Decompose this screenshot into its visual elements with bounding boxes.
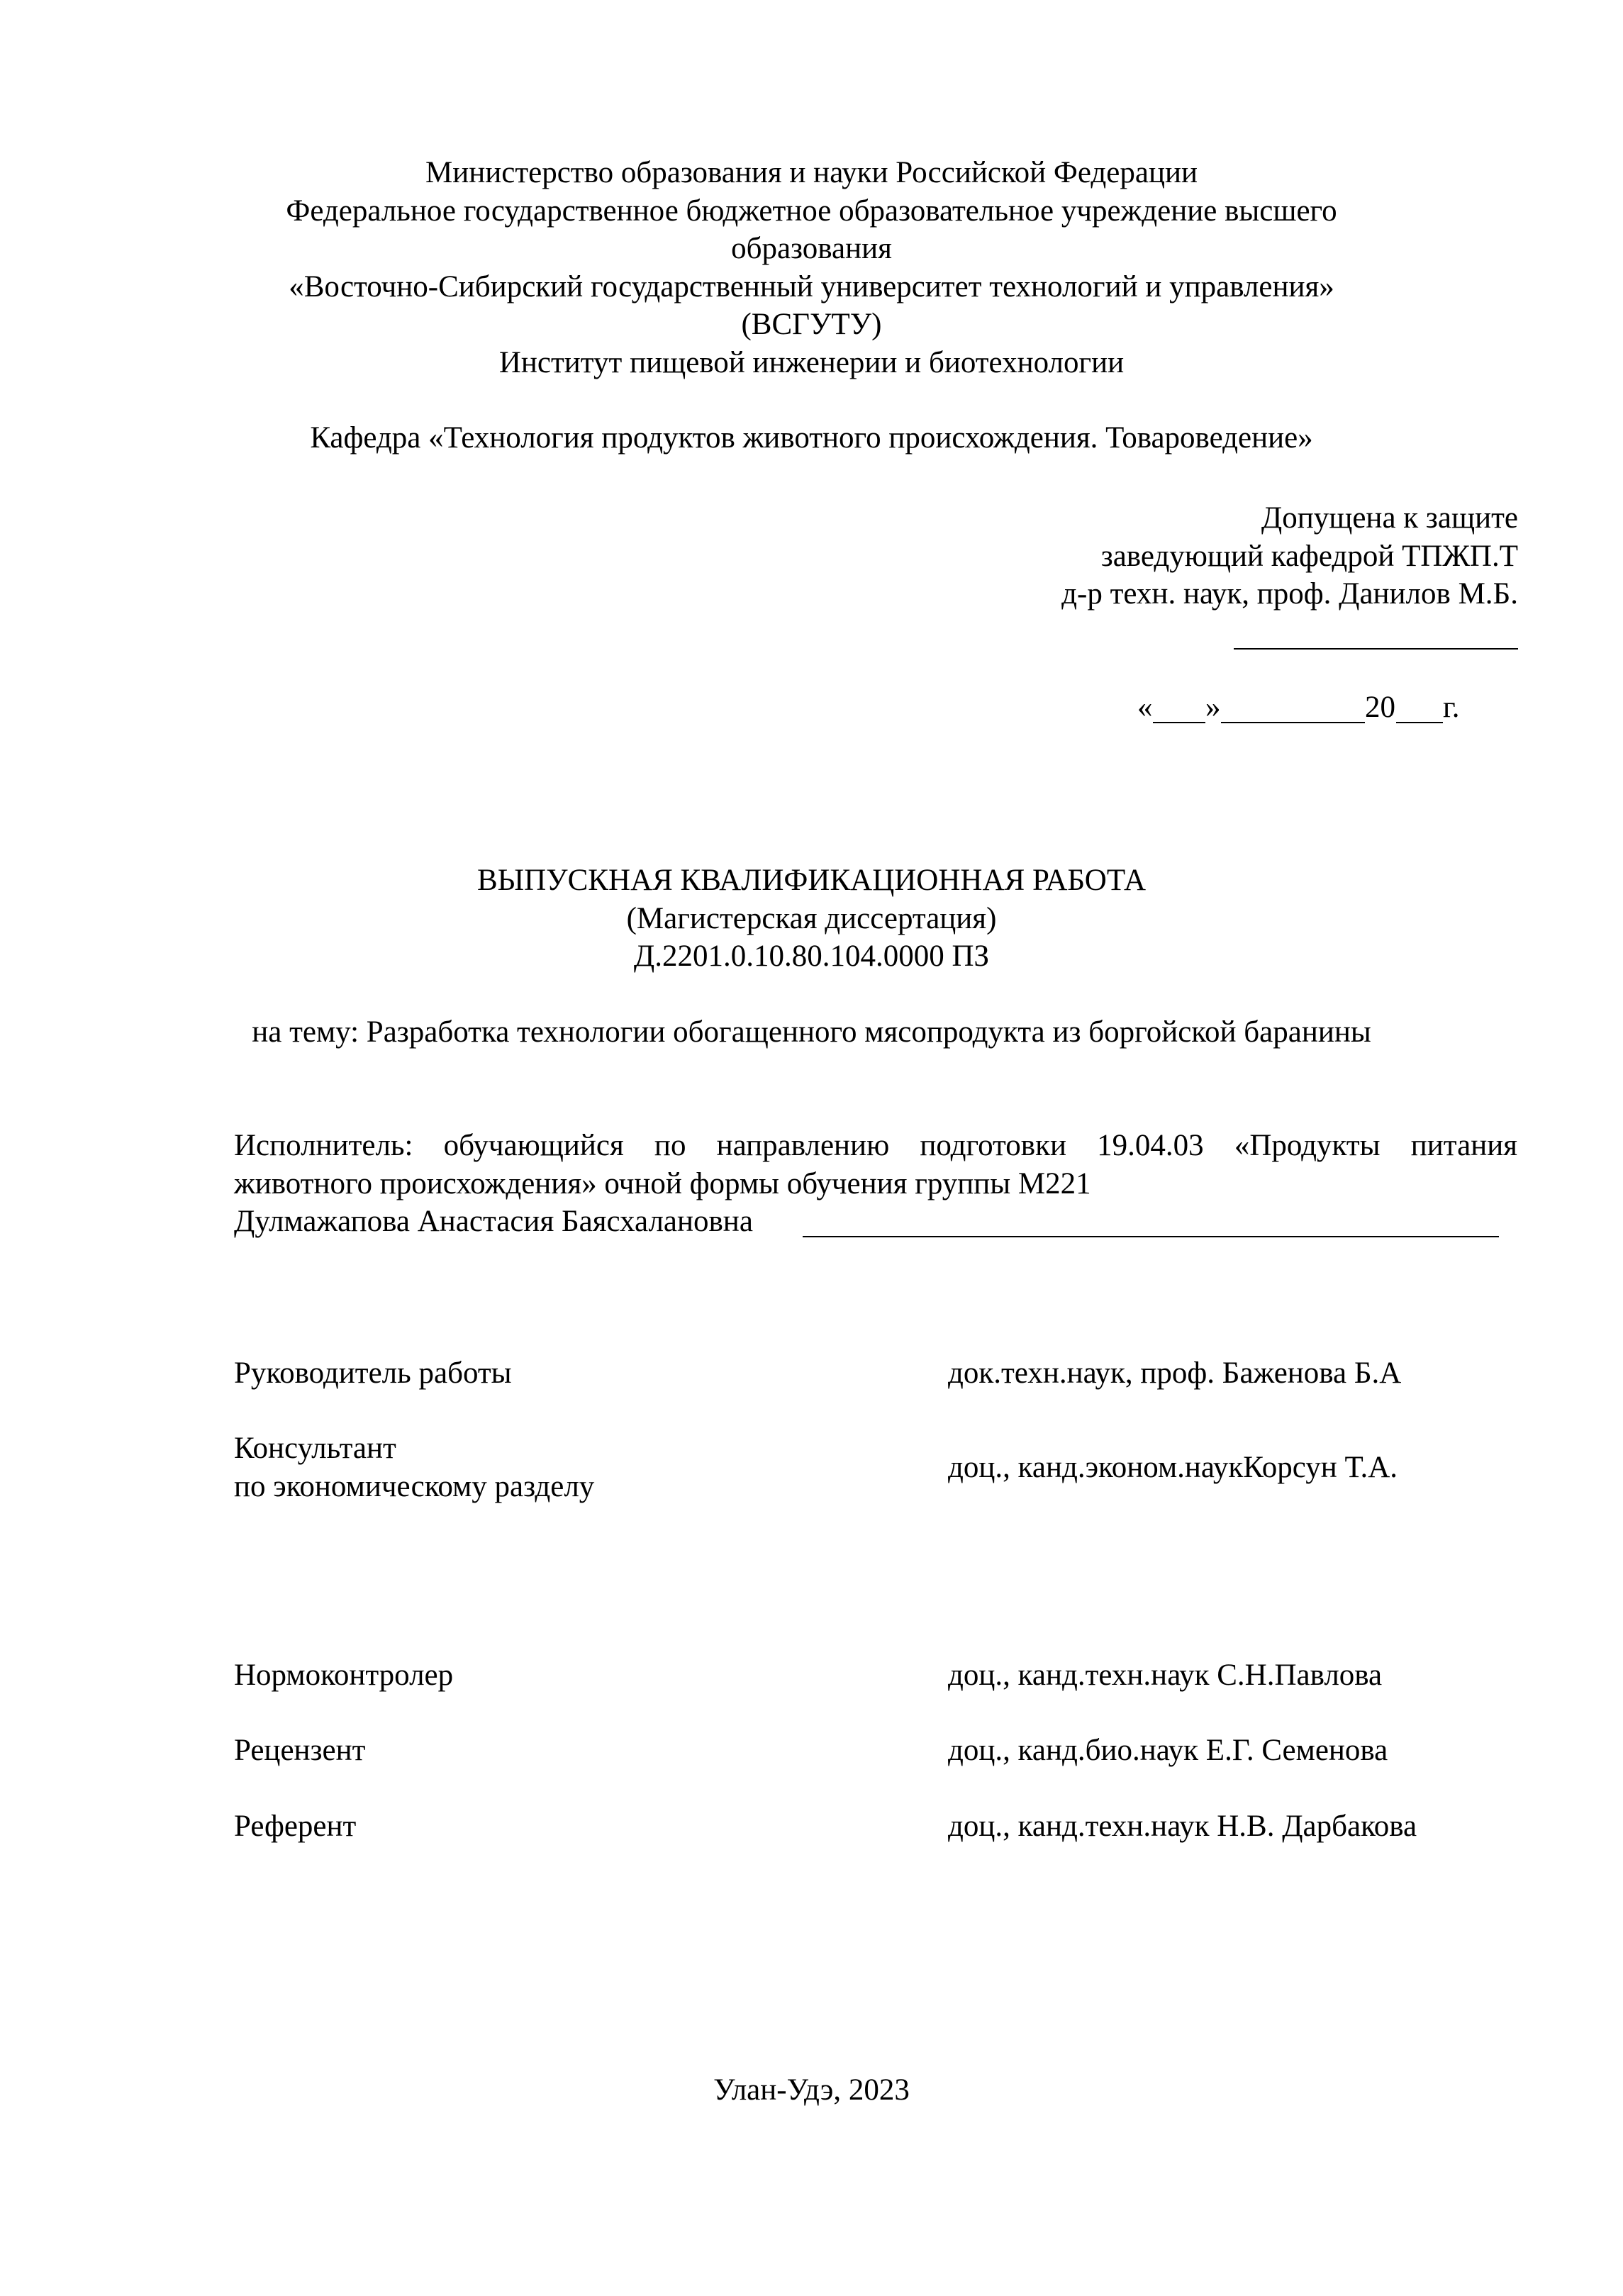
institute-line: Институт пищевой инженерии и биотехнологии — [498, 346, 1125, 379]
approval-line-2: заведующий кафедрой ТПЖП.Т — [1100, 540, 1518, 573]
consultant-person: доц., канд.эконом.наукКорсун Т.А. — [948, 1451, 1398, 1484]
city-year: Улан-Удэ, 2023 — [713, 2073, 910, 2107]
executor-name: Дулмажапова Анастасия Баясхалановна — [234, 1205, 753, 1238]
institution-line-1: Федеральное государственное бюджетное образовательное учреждение высшего — [286, 194, 1337, 228]
normcontrol-role: Нормоконтролер — [234, 1659, 454, 1692]
date-month-blank — [1221, 722, 1365, 723]
date-close-quote: » — [1205, 691, 1221, 724]
reviewer-role: Рецензент — [234, 1734, 366, 1767]
supervisor-person: док.техн.наук, проф. Баженова Б.А — [948, 1356, 1402, 1390]
work-code: Д.2201.0.10.80.104.0000 ПЗ — [633, 940, 990, 973]
department-line: Кафедра «Технология продуктов животного происхождения. Товароведение» — [310, 421, 1313, 455]
date-year-suffix: г. — [1443, 691, 1460, 724]
approval-line-3: д-р техн. наук, проф. Данилов М.Б. — [1061, 577, 1518, 611]
consultant-role-line-2: по экономическому разделу — [234, 1470, 595, 1503]
ministry-line: Министерство образования и науки Российской Федерации — [425, 156, 1198, 189]
work-subtitle: (Магистерская диссертация) — [626, 902, 997, 935]
supervisor-role: Руководитель работы — [234, 1356, 512, 1390]
university-line: «Восточно-Сибирский государственный университет технологий и управления» — [289, 270, 1334, 303]
executor-line-2: животного происхождения» очной формы обучения группы М221 — [234, 1167, 1091, 1200]
executor-line-1: Исполнитель: обучающийся по направлению подготовки 19.04.03 «Продукты питания — [234, 1129, 1517, 1162]
signature-line-head — [1234, 648, 1518, 650]
date-open-quote: « — [1137, 691, 1153, 724]
referent-role: Референт — [234, 1810, 357, 1843]
university-abbr: (ВСГУТУ) — [741, 308, 882, 341]
reviewer-person: доц., канд.био.наук Е.Г. Семенова — [948, 1734, 1388, 1767]
work-topic: на тему: Разработка технологии обогащенного мясопродукта из боргойской баранины — [252, 1015, 1371, 1049]
date-day-blank — [1153, 722, 1205, 723]
approval-line-1: Допущена к защите — [1261, 501, 1518, 535]
consultant-role-line-1: Консультант — [234, 1432, 396, 1465]
date-year-prefix: 20 — [1365, 691, 1395, 724]
executor-signature-line — [803, 1236, 1499, 1237]
institution-line-2: образования — [731, 232, 892, 265]
work-title: ВЫПУСКНАЯ КВАЛИФИКАЦИОННАЯ РАБОТА — [476, 864, 1147, 897]
date-year-blank — [1396, 722, 1443, 723]
normcontrol-person: доц., канд.техн.наук С.Н.Павлова — [948, 1659, 1383, 1692]
referent-person: доц., канд.техн.наук Н.В. Дарбакова — [948, 1810, 1417, 1843]
